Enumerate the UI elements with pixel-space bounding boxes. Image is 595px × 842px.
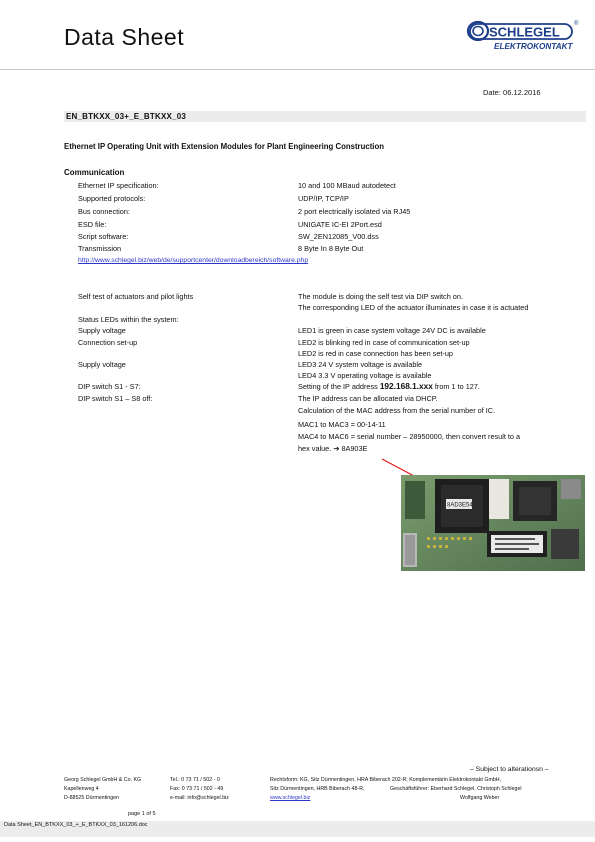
led2b-text: LED2 is red in case connection has been set-up [298,349,453,358]
footer-city: D-88525 Dürmentingen [64,795,120,801]
dip1-prefix: Setting of the IP address [298,382,380,391]
circuit-board-photo [401,475,585,571]
dip1-suffix: from 1 to 127. [432,382,480,391]
self-test-value-2: The corresponding LED of the actuator illuminates in case it is actuated [298,303,529,312]
bus-label: Bus connection: [78,207,130,216]
document-subtitle: Ethernet IP Operating Unit with Extension Modules for Plant Engineering Construction [64,142,384,151]
footer-email[interactable]: e-mail: info@schlegel.biz [170,795,229,801]
date-line [483,88,541,97]
footer-subject: – Subject to alterationsn – [470,766,549,773]
connection-label: Connection set-up [78,338,138,347]
protocols-value: UDP/IP, TCP/IP [298,194,349,203]
footer-manager-2: Wolfgang Weber [460,795,500,801]
document-id: EN_BTKXX_03+_E_BTKXX_03 [66,112,186,121]
footer-legal-1: Rechtsform: KG, Sitz Dürmentingen, HRA Biberach 202-R; Komplementärin Elektrokontakt GmbH, [270,777,502,783]
communication-heading: Communication [64,168,125,177]
spec-value: 10 and 100 MBaud autodetect [298,181,396,190]
led1-text: LED1 is green in case system voltage 24V DC is available [298,326,486,335]
script-value: SW_2EN12085_V00.dss [298,232,379,241]
supply-voltage-label: Supply voltage [78,326,126,335]
schlegel-logo [466,18,582,56]
page-number: page 1 of 5 [128,811,156,817]
footer-tel: Tel.: 0 73 71 / 502 - 0 [170,777,220,783]
mac3-text [298,444,367,453]
self-test-value-1: The module is doing the self test via DIP switch on. [298,292,463,301]
bus-value: 2 port electrically isolated via RJ45 [298,207,411,216]
dip1-label: DIP switch S1 - S7: [78,382,141,391]
logo-brand: SCHLEGEL [489,24,560,40]
self-test-label: Self test of actuators and pilot lights [78,292,194,301]
transmission-value: 8 Byte In 8 Byte Out [298,244,364,253]
footer-legal-2: Sitz Dürmentingen, HRB Biberach 48-R, [270,786,365,792]
dip1-ip: 192.168.1.xxx [379,381,433,391]
mac2-text: MAC4 to MAC6 = serial number – 28950000, then convert result to a [298,432,521,441]
logo-reg: ® [574,21,579,27]
mac1-text: MAC1 to MAC3 = 00-14-11 [298,420,386,429]
software-download-link[interactable]: http://www.schlegel.biz/web/de/supportcenter/downloadbereich/software.php [78,257,309,264]
page-title: Data Sheet [64,24,185,50]
esd-value: UNIGATE IC-EI 2Port.esd [298,220,382,229]
mac3-suffix: 8A903E [339,444,368,453]
footer-company: Georg Schlegel GmbH & Co. KG [64,777,142,783]
script-label: Script software: [78,232,129,241]
footer-street: Kapellenweg 4 [64,786,99,792]
status-leds-label: Status LEDs within the system: [78,315,179,324]
logo-graphic [466,18,582,56]
led4-text: LED4 3.3 V operating voltage is available [298,371,432,380]
date-value: 06.12.2016 [503,88,541,97]
spec-label: Ethernet IP specification: [78,181,159,190]
led2a-text: LED2 is blinking red in case of communication set-up [298,338,470,347]
dip2-line2: Calculation of the MAC address from the serial number of IC. [298,406,496,415]
dip2-label: DIP switch S1 – S8 off: [78,394,153,403]
footer-managers: Geschäftsführer: Eberhard Schlegel, Christoph Schlegel [390,786,522,792]
dip2-line1: The IP address can be allocated via DHCP. [298,394,438,403]
mac3-prefix: hex value. [298,444,334,453]
protocols-label: Supported protocols: [78,194,146,203]
led3-text: LED3 24 V system voltage is available [298,360,423,369]
footer-fax: Fax: 0 73 71 / 502 - 49 [170,786,224,792]
arrow-right-icon: ➔ [333,444,340,453]
esd-label: ESD file: [78,220,107,229]
transmission-label: Transmission [78,244,122,253]
chip-label: 8AD3E54 [447,502,473,509]
file-name: Data Sheet_EN_BTKXX_03_+_E_BTKXX_03_161206.doc [4,822,148,828]
header-divider [0,69,595,70]
dip1-text [298,381,480,391]
footer-website-link[interactable]: www.schlegel.biz [270,795,311,801]
date-label: Date: [483,88,501,97]
supply-voltage-label-2: Supply voltage [78,360,126,369]
logo-sub: ELEKTROKONTAKT [494,42,573,51]
